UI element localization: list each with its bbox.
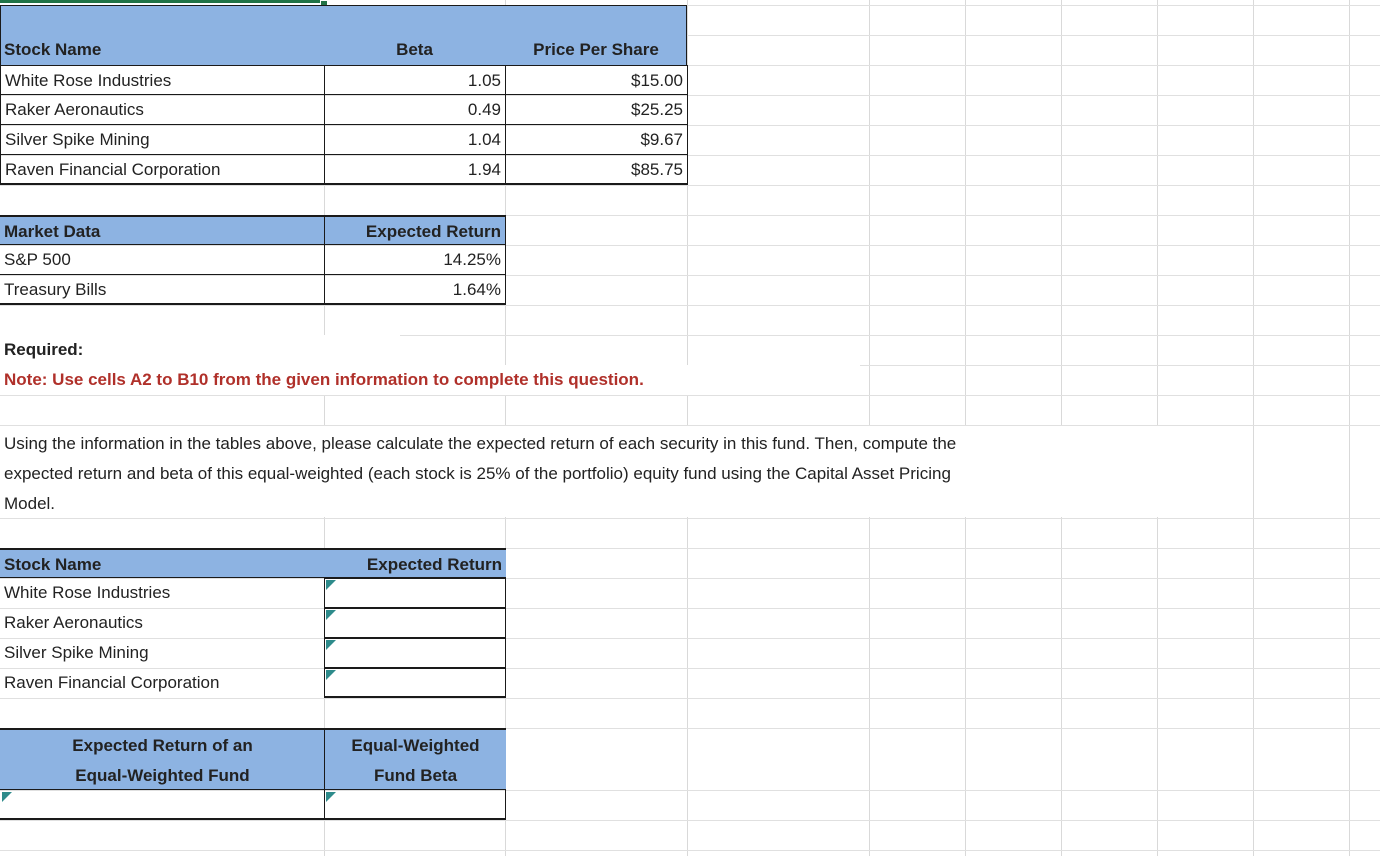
fund-beta-input[interactable] [324, 790, 506, 820]
expected-return-input[interactable] [324, 578, 506, 608]
stock-name-cell[interactable]: Raven Financial Corporation [4, 673, 220, 692]
price-cell[interactable]: $25.25 [505, 95, 688, 125]
beta-cell[interactable]: 1.94 [324, 155, 506, 185]
header-expected-return[interactable]: Expected Return [324, 548, 506, 578]
required-label[interactable]: Required: [0, 335, 400, 365]
beta-cell[interactable]: 0.49 [324, 95, 506, 125]
header-expected-return[interactable]: Expected Return [324, 215, 506, 245]
stock-name-cell[interactable]: Silver Spike Mining [0, 125, 325, 155]
header-fund-expected-return[interactable] [0, 728, 325, 790]
market-return-cell[interactable]: 14.25% [324, 245, 506, 275]
instructions-line: Model. [4, 494, 56, 513]
input-flag-icon [326, 670, 336, 680]
header-line: Fund Beta [373, 766, 458, 785]
header-stock-name[interactable]: Stock Name [4, 40, 102, 59]
market-name-cell[interactable]: S&P 500 [0, 245, 325, 275]
market-return-cell[interactable]: 1.64% [324, 275, 506, 305]
input-flag-icon [326, 580, 336, 590]
header-market-data[interactable]: Market Data [0, 215, 325, 245]
price-cell[interactable]: $15.00 [505, 65, 688, 95]
stock-name-cell[interactable]: Raven Financial Corporation [0, 155, 325, 185]
expected-return-input[interactable] [324, 638, 506, 668]
expected-return-input[interactable] [324, 608, 506, 638]
fund-expected-return-input[interactable] [0, 790, 325, 820]
header-price-per-share[interactable]: Price Per Share [533, 40, 659, 59]
input-flag-icon [2, 792, 12, 802]
header-fund-beta[interactable] [324, 728, 506, 790]
stock-name-cell[interactable]: Raker Aeronautics [0, 95, 325, 125]
header-stock-name[interactable]: Stock Name [0, 548, 325, 578]
market-name-cell[interactable]: Treasury Bills [0, 275, 325, 305]
instructions-paragraph[interactable] [0, 426, 1220, 517]
beta-cell[interactable]: 1.04 [324, 125, 506, 155]
header-beta[interactable]: Beta [396, 40, 433, 59]
stock-name-cell[interactable]: Silver Spike Mining [4, 643, 149, 662]
instructions-line: Using the information in the tables above, please calculate the expected return of each security in this fund. Then, compute the [4, 434, 957, 453]
note-text[interactable]: Note: Use cells A2 to B10 from the given information to complete this question. [0, 365, 860, 395]
price-cell[interactable]: $9.67 [505, 125, 688, 155]
price-cell[interactable]: $85.75 [505, 155, 688, 185]
expected-return-input[interactable] [324, 668, 506, 698]
input-flag-icon [326, 610, 336, 620]
instructions-line: expected return and beta of this equal-weighted (each stock is 25% of the portfolio) equity fund using the Capital Asset Pricing [4, 464, 951, 483]
input-flag-icon [326, 640, 336, 650]
stock-name-cell[interactable]: White Rose Industries [0, 65, 325, 95]
stock-name-cell[interactable]: White Rose Industries [4, 583, 171, 602]
stock-name-cell[interactable]: Raker Aeronautics [4, 613, 143, 632]
header-line: Expected Return of an [72, 736, 253, 755]
input-flag-icon [326, 792, 336, 802]
header-line: Equal-Weighted Fund [75, 766, 250, 785]
beta-cell[interactable]: 1.05 [324, 65, 506, 95]
header-line: Equal-Weighted [351, 736, 480, 755]
